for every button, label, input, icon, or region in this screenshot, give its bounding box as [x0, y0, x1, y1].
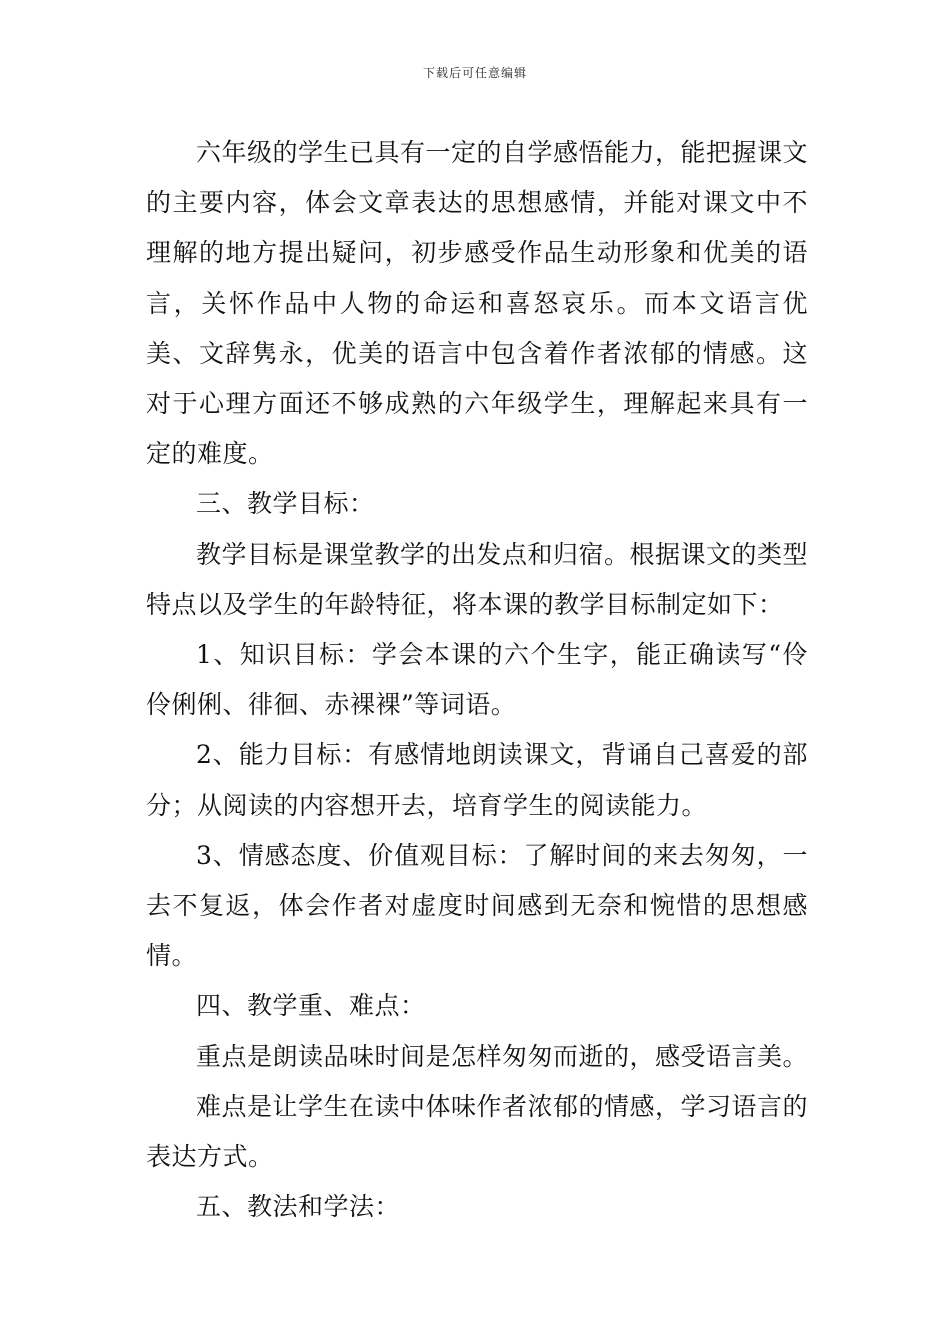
document-body: [146, 128, 808, 1232]
heading-key-difficult-points: 四、教学重、难点：: [196, 991, 426, 1021]
heading-teaching-methods: 五、教法和学法：: [196, 1192, 401, 1222]
paragraph-knowledge-objective: 1、知识目标：学会本课的六个生字，能正确读写“伶伶俐俐、徘徊、赤裸裸”等词语。: [146, 640, 808, 720]
header-note: 下载后可任意编辑: [422, 66, 527, 80]
paragraph-student-analysis: 六年级的学生已具有一定的自学感悟能力，能把握课文的主要内容，体会文章表达的思想感情，并能对课文中不理解的地方提出疑问，初步感受作品生动形象和优美的语言，关怀作品中人物的命运和喜怒哀乐。而本文语言优美、文辞隽永，优美的语言中包含着作者浓郁的情感。这对于心理方面还不够成熟的六年级学生，理解起来具有一定的难度。: [146, 138, 809, 469]
paragraph-difficult-point: 难点是让学生在读中体味作者浓郁的情感，学习语言的表达方式。: [146, 1091, 809, 1172]
paragraph-emotion-objective: 3、情感态度、价值观目标：了解时间的来去匆匆，一去不复返，体会作者对虚度时间感到无奈和惋惜的思想感情。: [146, 840, 808, 971]
paragraph-ability-objective: 2、能力目标：有感情地朗读课文，背诵自己喜爱的部分；从阅读的内容想开去，培育学生的阅读能力。: [146, 740, 808, 820]
paragraph-objectives-intro: 教学目标是课堂教学的出发点和归宿。根据课文的类型特点以及学生的年龄特征，将本课的教学目标制定如下：: [146, 539, 809, 619]
heading-teaching-objectives: 三、教学目标：: [196, 489, 375, 519]
paragraph-key-point: 重点是朗读品味时间是怎样匆匆而逝的，感受语言美。: [196, 1041, 809, 1071]
